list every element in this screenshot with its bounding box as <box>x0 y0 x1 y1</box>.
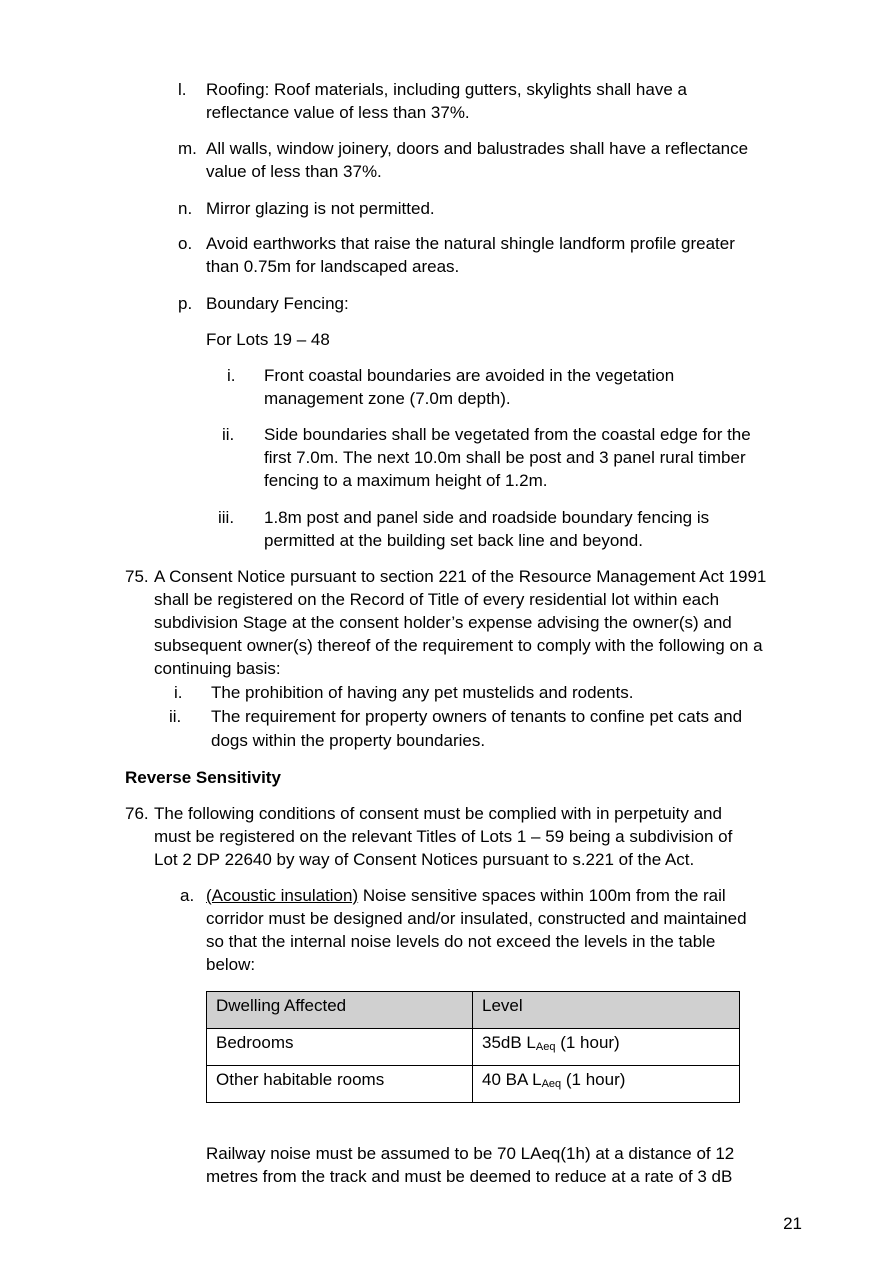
table-row <box>207 1029 740 1066</box>
list-item-text: dogs within the property boundaries. <box>211 731 486 750</box>
list-item-text: Mirror glazing is not permitted. <box>206 199 435 218</box>
list-item-text: All walls, window joinery, doors and balustrades shall have a reflectance <box>206 139 749 158</box>
list-marker: o. <box>178 234 193 253</box>
list-item-text <box>206 884 726 907</box>
list-item-text: first 7.0m. The next 10.0m shall be post and 3 panel rural timber <box>264 448 746 467</box>
clause-text: shall be registered on the Record of Title of every residential lot within each <box>154 590 720 609</box>
list-item-text: below: <box>206 955 256 974</box>
list-marker: ii. <box>222 425 235 444</box>
list-item-text: reflectance value of less than 37%. <box>206 103 470 122</box>
table-cell: Bedrooms <box>207 1029 473 1066</box>
level-subscript: Aeq <box>535 1041 556 1053</box>
list-marker: p. <box>178 294 193 313</box>
list-item-text: Boundary Fencing: <box>206 294 349 313</box>
list-item-text-rest: Noise sensitive spaces within 100m from the rail <box>358 886 726 905</box>
level-unit: (1 hour) <box>555 1033 620 1052</box>
table-row <box>207 1066 740 1103</box>
list-item-text: Front coastal boundaries are avoided in the vegetation <box>264 366 675 385</box>
list-item-text: The prohibition of having any pet mustelids and rodents. <box>211 683 634 702</box>
level-unit: (1 hour) <box>561 1070 626 1089</box>
paragraph-text: metres from the track and must be deemed to reduce at a rate of 3 dB <box>206 1167 733 1186</box>
noise-levels-table <box>206 991 740 1103</box>
table-header-cell: Dwelling Affected <box>207 992 473 1029</box>
list-item-text: permitted at the building set back line and beyond. <box>264 531 643 550</box>
list-item-text: value of less than 37%. <box>206 162 382 181</box>
list-marker: m. <box>178 139 197 158</box>
list-item-text: Side boundaries shall be vegetated from the coastal edge for the <box>264 425 751 444</box>
list-item-text: management zone (7.0m depth). <box>264 389 511 408</box>
list-marker: n. <box>178 199 193 218</box>
clause-text: continuing basis: <box>154 659 281 678</box>
clause-text: subdivision Stage at the consent holder’s expense advising the owner(s) and <box>154 613 732 632</box>
clause-text: The following conditions of consent must be complied with in perpetuity and <box>154 804 722 823</box>
section-heading: Reverse Sensitivity <box>125 768 281 787</box>
list-marker: i. <box>174 683 183 702</box>
clause-number: 75. <box>125 567 149 586</box>
list-item-text: 1.8m post and panel side and roadside boundary fencing is <box>264 508 710 527</box>
list-item-text: than 0.75m for landscaped areas. <box>206 257 460 276</box>
level-subscript: Aeq <box>541 1078 562 1090</box>
paragraph-text: Railway noise must be assumed to be 70 LAeq(1h) at a distance of 12 <box>206 1144 735 1163</box>
list-marker: ii. <box>169 707 182 726</box>
clause-number: 76. <box>125 804 149 823</box>
list-item-text: Avoid earthworks that raise the natural shingle landform profile greater <box>206 234 735 253</box>
list-item-text: fencing to a maximum height of 1.2m. <box>264 471 548 490</box>
list-marker: l. <box>178 80 187 99</box>
level-value: 35dB L <box>482 1033 536 1052</box>
table-header-row <box>207 992 740 1029</box>
lots-line: For Lots 19 – 48 <box>206 330 330 349</box>
list-item-text: Roofing: Roof materials, including gutters, skylights shall have a <box>206 80 687 99</box>
table-header-cell: Level <box>473 992 740 1029</box>
list-marker: i. <box>227 366 236 385</box>
table-cell: Other habitable rooms <box>207 1066 473 1103</box>
level-value: 40 BA L <box>482 1070 542 1089</box>
clause-text: A Consent Notice pursuant to section 221 of the Resource Management Act 1991 <box>154 567 767 586</box>
list-marker: a. <box>180 886 195 905</box>
clause-text: subsequent owner(s) thereof of the requirement to comply with the following on a <box>154 636 763 655</box>
list-item-text: corridor must be designed and/or insulated, constructed and maintained <box>206 909 747 928</box>
clause-text: Lot 2 DP 22640 by way of Consent Notices pursuant to s.221 of the Act. <box>154 850 695 869</box>
table-cell <box>473 1029 740 1066</box>
list-item-text: so that the internal noise levels do not exceed the levels in the table <box>206 932 716 951</box>
underlined-label: (Acoustic insulation) <box>206 886 359 905</box>
page-number: 21 <box>783 1214 802 1233</box>
clause-text: must be registered on the relevant Titles of Lots 1 – 59 being a subdivision of <box>154 827 733 846</box>
list-item-text: The requirement for property owners of tenants to confine pet cats and <box>211 707 743 726</box>
table-cell <box>473 1066 740 1103</box>
list-marker: iii. <box>218 508 235 527</box>
